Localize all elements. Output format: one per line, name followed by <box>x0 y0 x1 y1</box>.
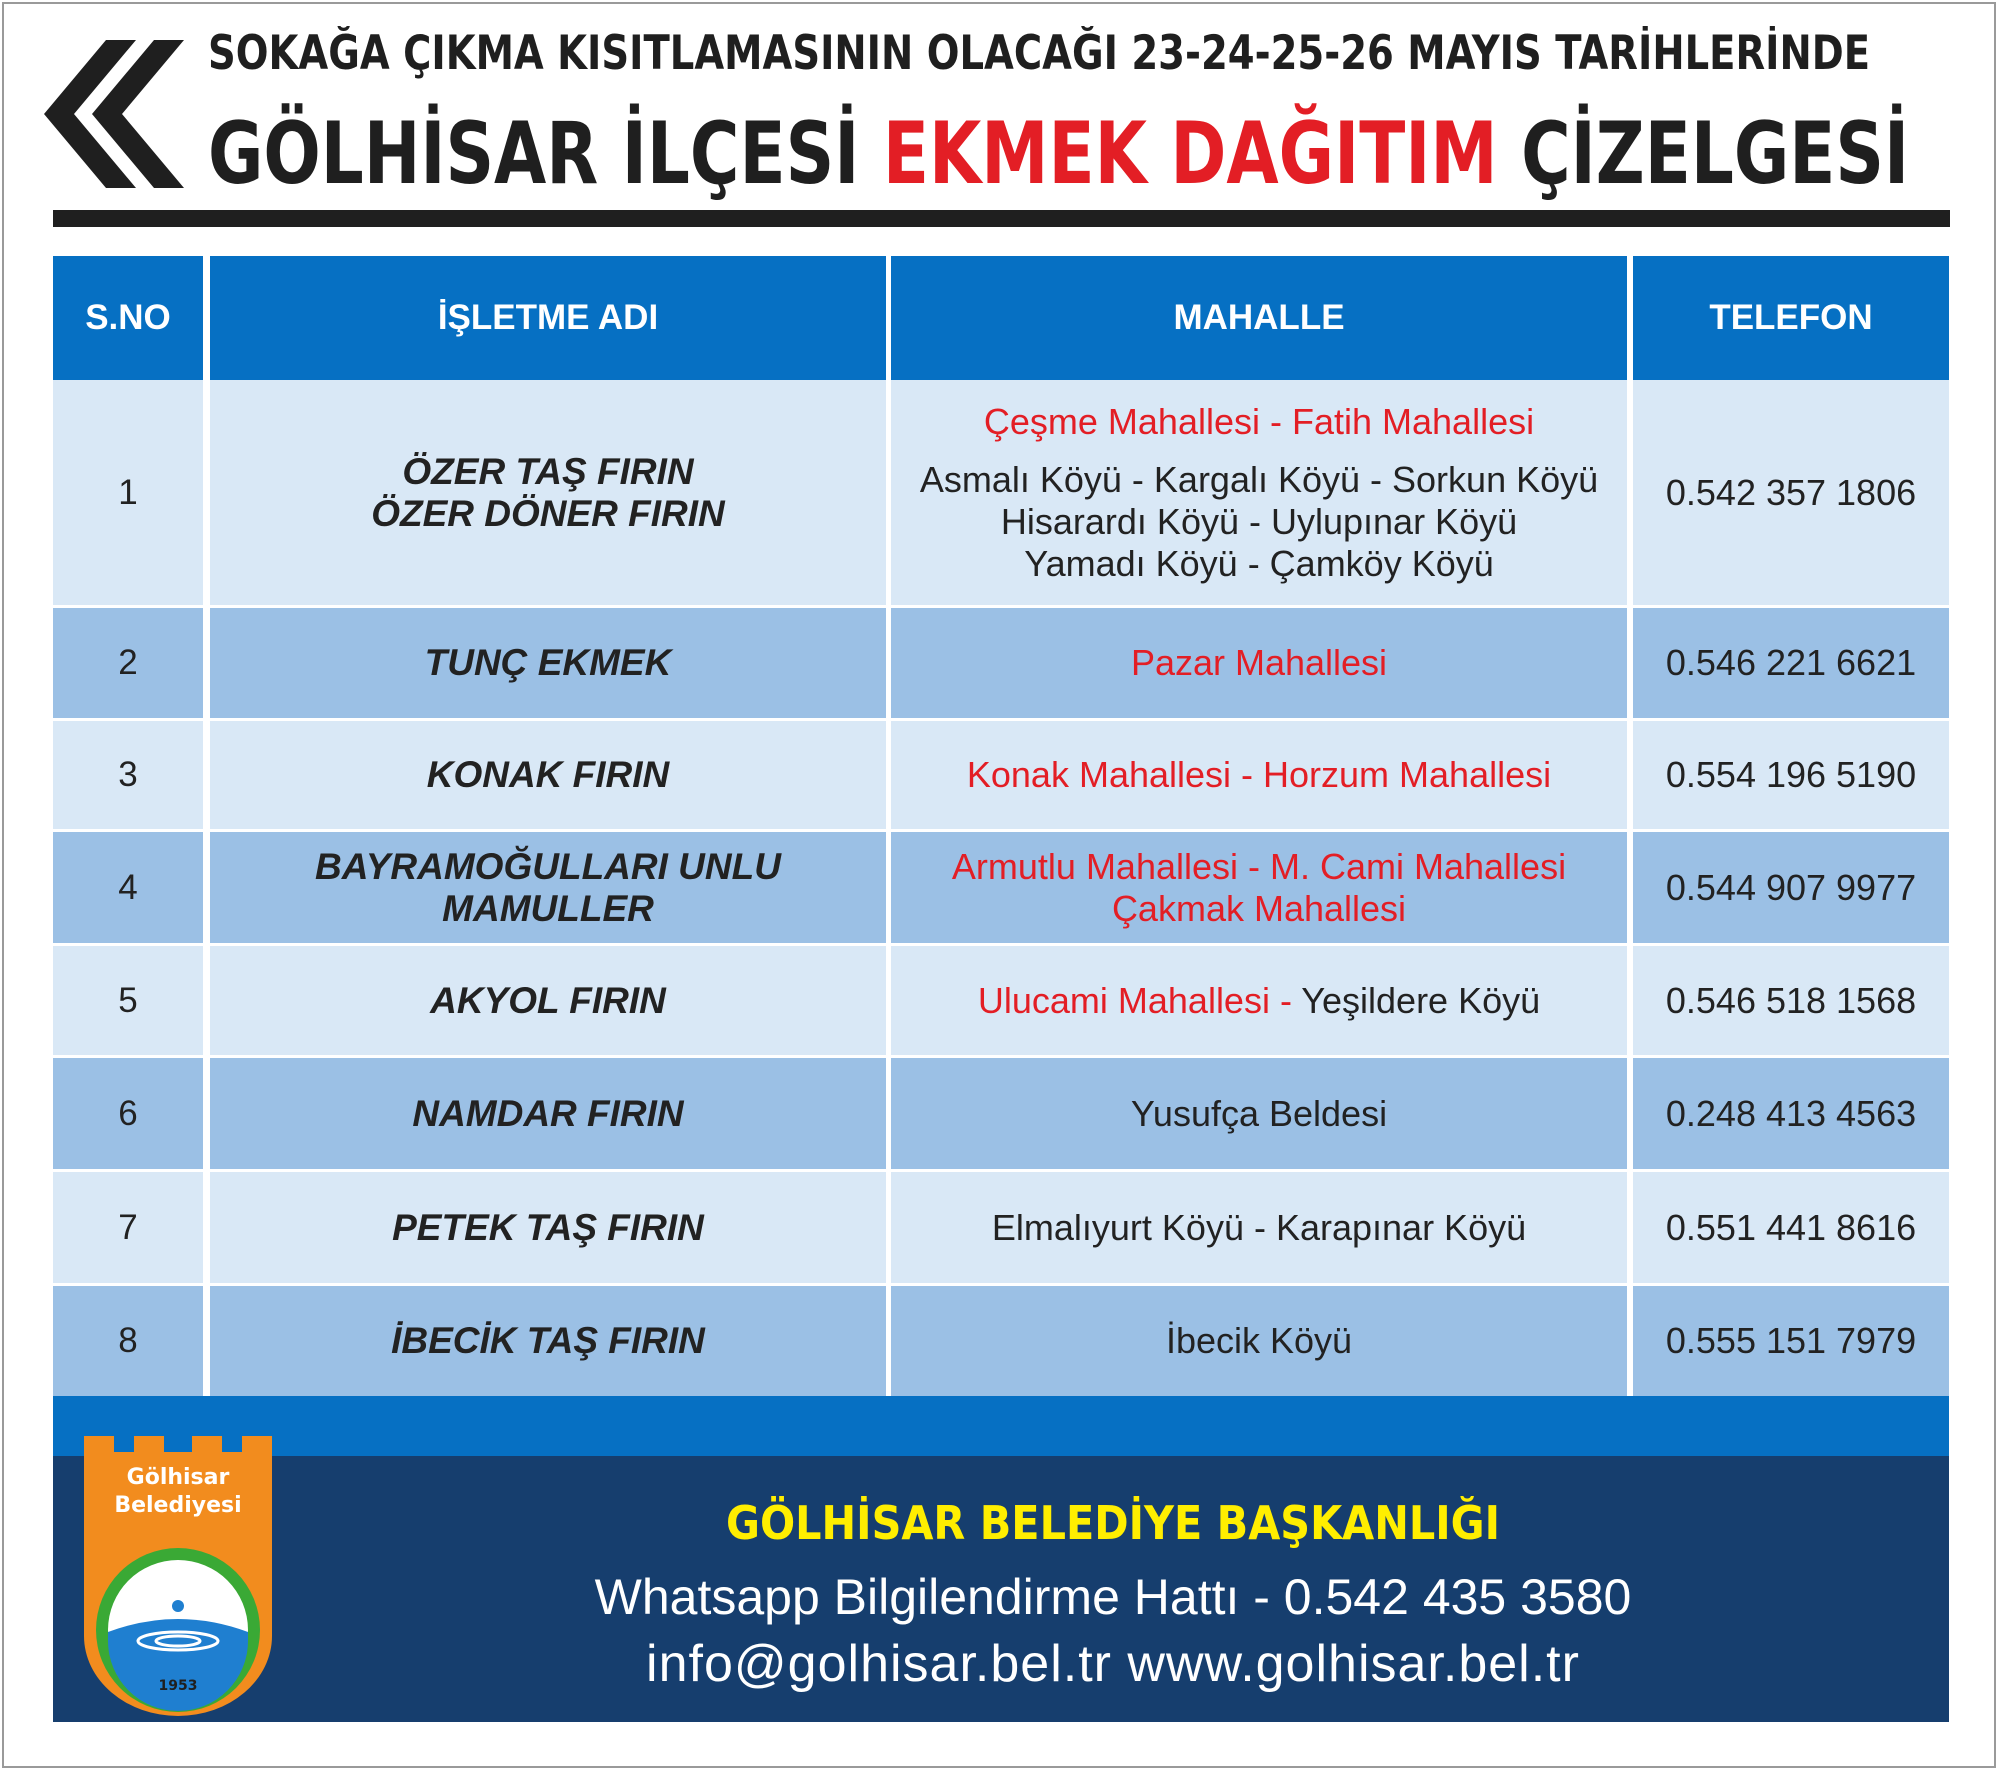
row-number: 1 <box>53 380 203 605</box>
header-subtitle: SOKAĞA ÇIKMA KISITLAMASININ OLACAĞI 23-24-25-26 MAYIS TARİHLERİNDE <box>208 26 1871 81</box>
neighborhood-line: Yamadı Köyü - Çamköy Köyü <box>1024 542 1494 584</box>
phone-number: 0.554 196 5190 <box>1633 721 1949 829</box>
column-header-no: S.NO <box>53 256 203 380</box>
business-name-line: İBECİK TAŞ FIRIN <box>391 1320 705 1361</box>
neighborhood-dark: Elmalıyurt Köyü - Karapınar Köyü <box>991 1206 1527 1248</box>
neighborhood <box>891 1286 1627 1396</box>
neighborhood-line: Hisarardı Köyü - Uylupınar Köyü <box>1000 500 1518 542</box>
table-row <box>53 608 1949 721</box>
row-number: 6 <box>53 1058 203 1169</box>
column-header-neighborhood: MAHALLE <box>891 256 1627 380</box>
phone-number: 0.546 518 1568 <box>1633 946 1949 1055</box>
business-name <box>210 1286 886 1396</box>
business-name <box>210 832 886 943</box>
table-row <box>53 832 1949 946</box>
neighborhood <box>891 1172 1627 1283</box>
title-part-1: GÖLHİSAR İLÇESİ <box>208 104 860 204</box>
phone-number: 0.551 441 8616 <box>1633 1172 1949 1283</box>
neighborhood <box>891 380 1627 605</box>
business-name-line: TUNÇ EKMEK <box>424 642 672 683</box>
neighborhood <box>891 721 1627 829</box>
business-name <box>210 1172 886 1283</box>
business-name <box>210 608 886 718</box>
row-number: 7 <box>53 1172 203 1283</box>
table-row <box>53 380 1949 608</box>
business-name-line: PETEK TAŞ FIRIN <box>392 1206 704 1248</box>
neighborhood-red: Armutlu Mahallesi - M. Cami Mahallesi <box>951 845 1567 887</box>
whatsapp-line: Whatsapp Bilgilendirme Hattı - 0.542 435 3580 <box>594 1569 1632 1625</box>
business-name-line: MAMULLER <box>442 887 654 929</box>
footer-title: GÖLHİSAR BELEDİYE BAŞKANLIĞI <box>725 1496 1501 1550</box>
column-header-phone: TELEFON <box>1633 256 1949 380</box>
logo-name-1: Gölhisar <box>126 1465 230 1490</box>
phone-number: 0.542 357 1806 <box>1633 380 1949 605</box>
neighborhood-dark: Yusufça Beldesi <box>1130 1092 1388 1134</box>
business-name <box>210 380 886 605</box>
business-name-line: ÖZER DÖNER FIRIN <box>371 492 725 534</box>
phone-number: 0.248 413 4563 <box>1633 1058 1949 1169</box>
neighborhood-red: Çakmak Mahallesi <box>1111 887 1407 929</box>
business-name <box>210 1058 886 1169</box>
business-name-line: NAMDAR FIRIN <box>412 1092 684 1134</box>
municipality-logo <box>84 1436 272 1716</box>
header-title <box>208 104 1910 204</box>
column-header-business: İŞLETME ADI <box>210 256 886 380</box>
business-name-line: AKYOL FIRIN <box>430 979 666 1021</box>
neighborhood-red: Çeşme Mahallesi - Fatih Mahallesi <box>983 400 1535 442</box>
row-number: 2 <box>53 608 203 718</box>
table-row <box>53 721 1949 832</box>
phone-number: 0.555 151 7979 <box>1633 1286 1949 1396</box>
distribution-table <box>53 256 1949 1396</box>
double-chevron-left-icon <box>44 36 184 192</box>
neighborhood-red: Ulucami Mahallesi - <box>977 979 1302 1021</box>
title-part-2: EKMEK DAĞITIM <box>882 104 1498 204</box>
neighborhood <box>891 946 1627 1055</box>
table-row <box>53 1286 1949 1396</box>
logo-year: 1953 <box>158 1678 198 1694</box>
neighborhood-red: Pazar Mahallesi <box>1130 642 1388 683</box>
neighborhood <box>891 1058 1627 1169</box>
table-row <box>53 1172 1949 1286</box>
row-number: 3 <box>53 721 203 829</box>
contact-line: info@golhisar.bel.tr www.golhisar.bel.tr <box>646 1635 1580 1693</box>
neighborhood-dark: Yeşildere Köyü <box>1301 979 1541 1021</box>
phone-number: 0.546 221 6621 <box>1633 608 1949 718</box>
business-name-line: ÖZER TAŞ FIRIN <box>402 450 694 492</box>
table-row <box>53 1058 1949 1172</box>
business-name <box>210 946 886 1055</box>
table-bottom-band <box>53 1396 1949 1456</box>
neighborhood-red: Konak Mahallesi - Horzum Mahallesi <box>966 754 1552 795</box>
row-number: 5 <box>53 946 203 1055</box>
footer <box>53 1456 1949 1722</box>
neighborhood <box>891 608 1627 718</box>
neighborhood-dark: İbecik Köyü <box>1165 1320 1353 1361</box>
business-name-line: KONAK FIRIN <box>426 754 670 795</box>
business-name <box>210 721 886 829</box>
title-part-3: ÇİZELGESİ <box>1521 104 1910 204</box>
neighborhood-line: Asmalı Köyü - Kargalı Köyü - Sorkun Köyü <box>919 458 1599 500</box>
neighborhood <box>891 832 1627 943</box>
business-name-line: BAYRAMOĞULLARI UNLU <box>315 845 781 887</box>
header-divider <box>53 210 1950 227</box>
logo-name-2: Belediyesi <box>114 1493 242 1518</box>
table-row <box>53 946 1949 1058</box>
row-number: 8 <box>53 1286 203 1396</box>
table-body <box>53 380 1949 1396</box>
row-number: 4 <box>53 832 203 943</box>
phone-number: 0.544 907 9977 <box>1633 832 1949 943</box>
